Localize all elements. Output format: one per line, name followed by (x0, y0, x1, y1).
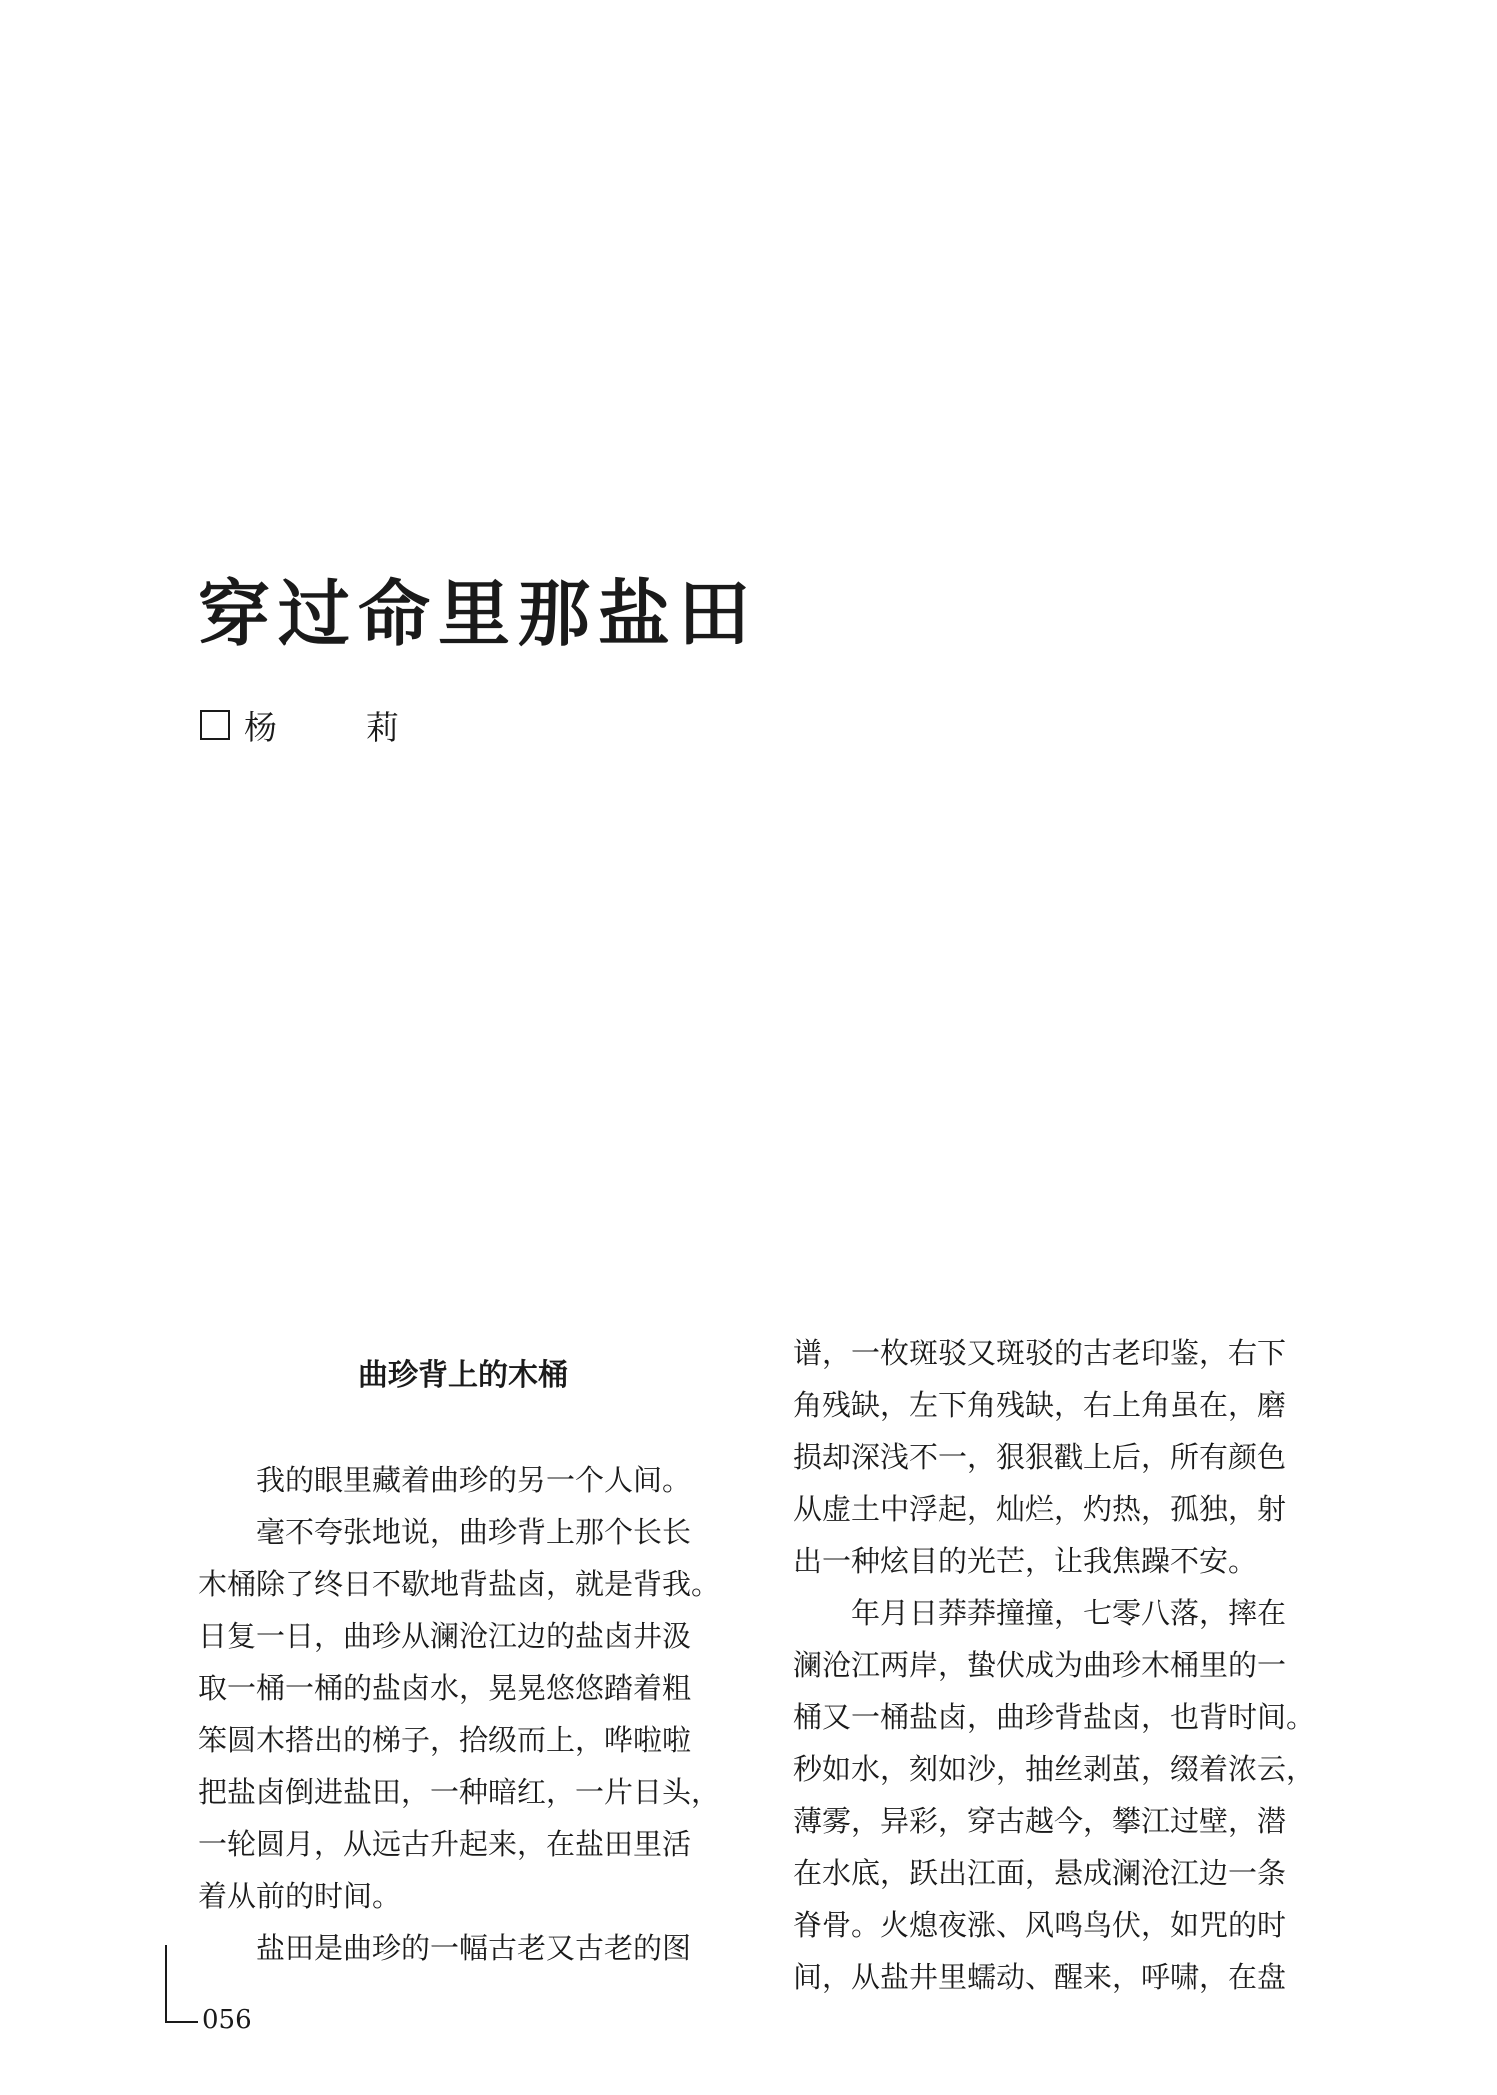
text-line: 着从前的时间。 (198, 1879, 402, 1913)
text-line: 澜沧江两岸，蛰伏成为曲珍木桶里的一 (793, 1648, 1287, 1682)
text-line: 把盐卤倒进盐田，一种暗红，一片日头， (198, 1775, 721, 1809)
text-line: 秒如水，刻如沙，抽丝剥茧，缀着浓云， (793, 1752, 1316, 1786)
text-line: 在水底，跃出江面，悬成澜沧江边一条 (793, 1856, 1287, 1890)
left-paragraphs (198, 1454, 728, 1974)
folio-rule-horizontal (165, 2021, 198, 2023)
text-line: 木桶除了终日不歇地背盐卤，就是背我。 (198, 1567, 721, 1601)
paragraph (198, 1922, 728, 1974)
right-paragraphs (793, 1327, 1323, 2003)
text-line: 年月日莽莽撞撞，七零八落，摔在 (851, 1596, 1287, 1630)
paragraph (198, 1506, 728, 1922)
paragraph (793, 1327, 1323, 1587)
text-line: 一轮圆月，从远古升起来，在盐田里活 (198, 1827, 692, 1861)
text-line: 出一种炫目的光芒，让我焦躁不安。 (793, 1544, 1258, 1578)
page-number: 056 (202, 2005, 252, 2035)
text-line: 取一桶一桶的盐卤水，晃晃悠悠踏着粗 (198, 1671, 692, 1705)
text-line: 谱，一枚斑驳又斑驳的古老印鉴，右下 (793, 1336, 1287, 1370)
byline-box-icon (200, 710, 230, 740)
right-column (793, 1327, 1323, 2003)
text-line: 脊骨。火熄夜涨、风鸣鸟伏，如咒的时 (793, 1908, 1287, 1942)
paragraph (198, 1454, 728, 1506)
text-line: 角残缺，左下角残缺，右上角虽在，磨 (793, 1388, 1287, 1422)
author-name: 杨 莉 (244, 707, 427, 747)
text-line: 薄雾，异彩，穿古越今，攀江过壁，潜 (793, 1804, 1287, 1838)
text-line: 笨圆木搭出的梯子，拾级而上，哗啦啦 (198, 1723, 692, 1757)
text-line: 我的眼里藏着曲珍的另一个人间。 (256, 1463, 692, 1497)
folio-rule-vertical (165, 1945, 167, 2023)
byline (200, 705, 427, 745)
text-line: 桶又一桶盐卤，曲珍背盐卤，也背时间。 (793, 1700, 1316, 1734)
text-line: 日复一日，曲珍从澜沧江边的盐卤井汲 (198, 1619, 692, 1653)
text-line: 盐田是曲珍的一幅古老又古老的图 (256, 1931, 692, 1965)
text-line: 从虚土中浮起，灿烂，灼热，孤独，射 (793, 1492, 1287, 1526)
article-title: 穿过命里那盐田 (198, 571, 759, 657)
paragraph (793, 1587, 1323, 2003)
text-line: 间，从盐井里蠕动、醒来，呼啸，在盘 (793, 1960, 1287, 1994)
text-line: 毫不夸张地说，曲珍背上那个长长 (256, 1515, 692, 1549)
section-heading: 曲珍背上的木桶 (358, 1358, 568, 1393)
left-column (198, 1350, 728, 1974)
text-line: 损却深浅不一，狠狠戳上后，所有颜色 (793, 1440, 1287, 1474)
